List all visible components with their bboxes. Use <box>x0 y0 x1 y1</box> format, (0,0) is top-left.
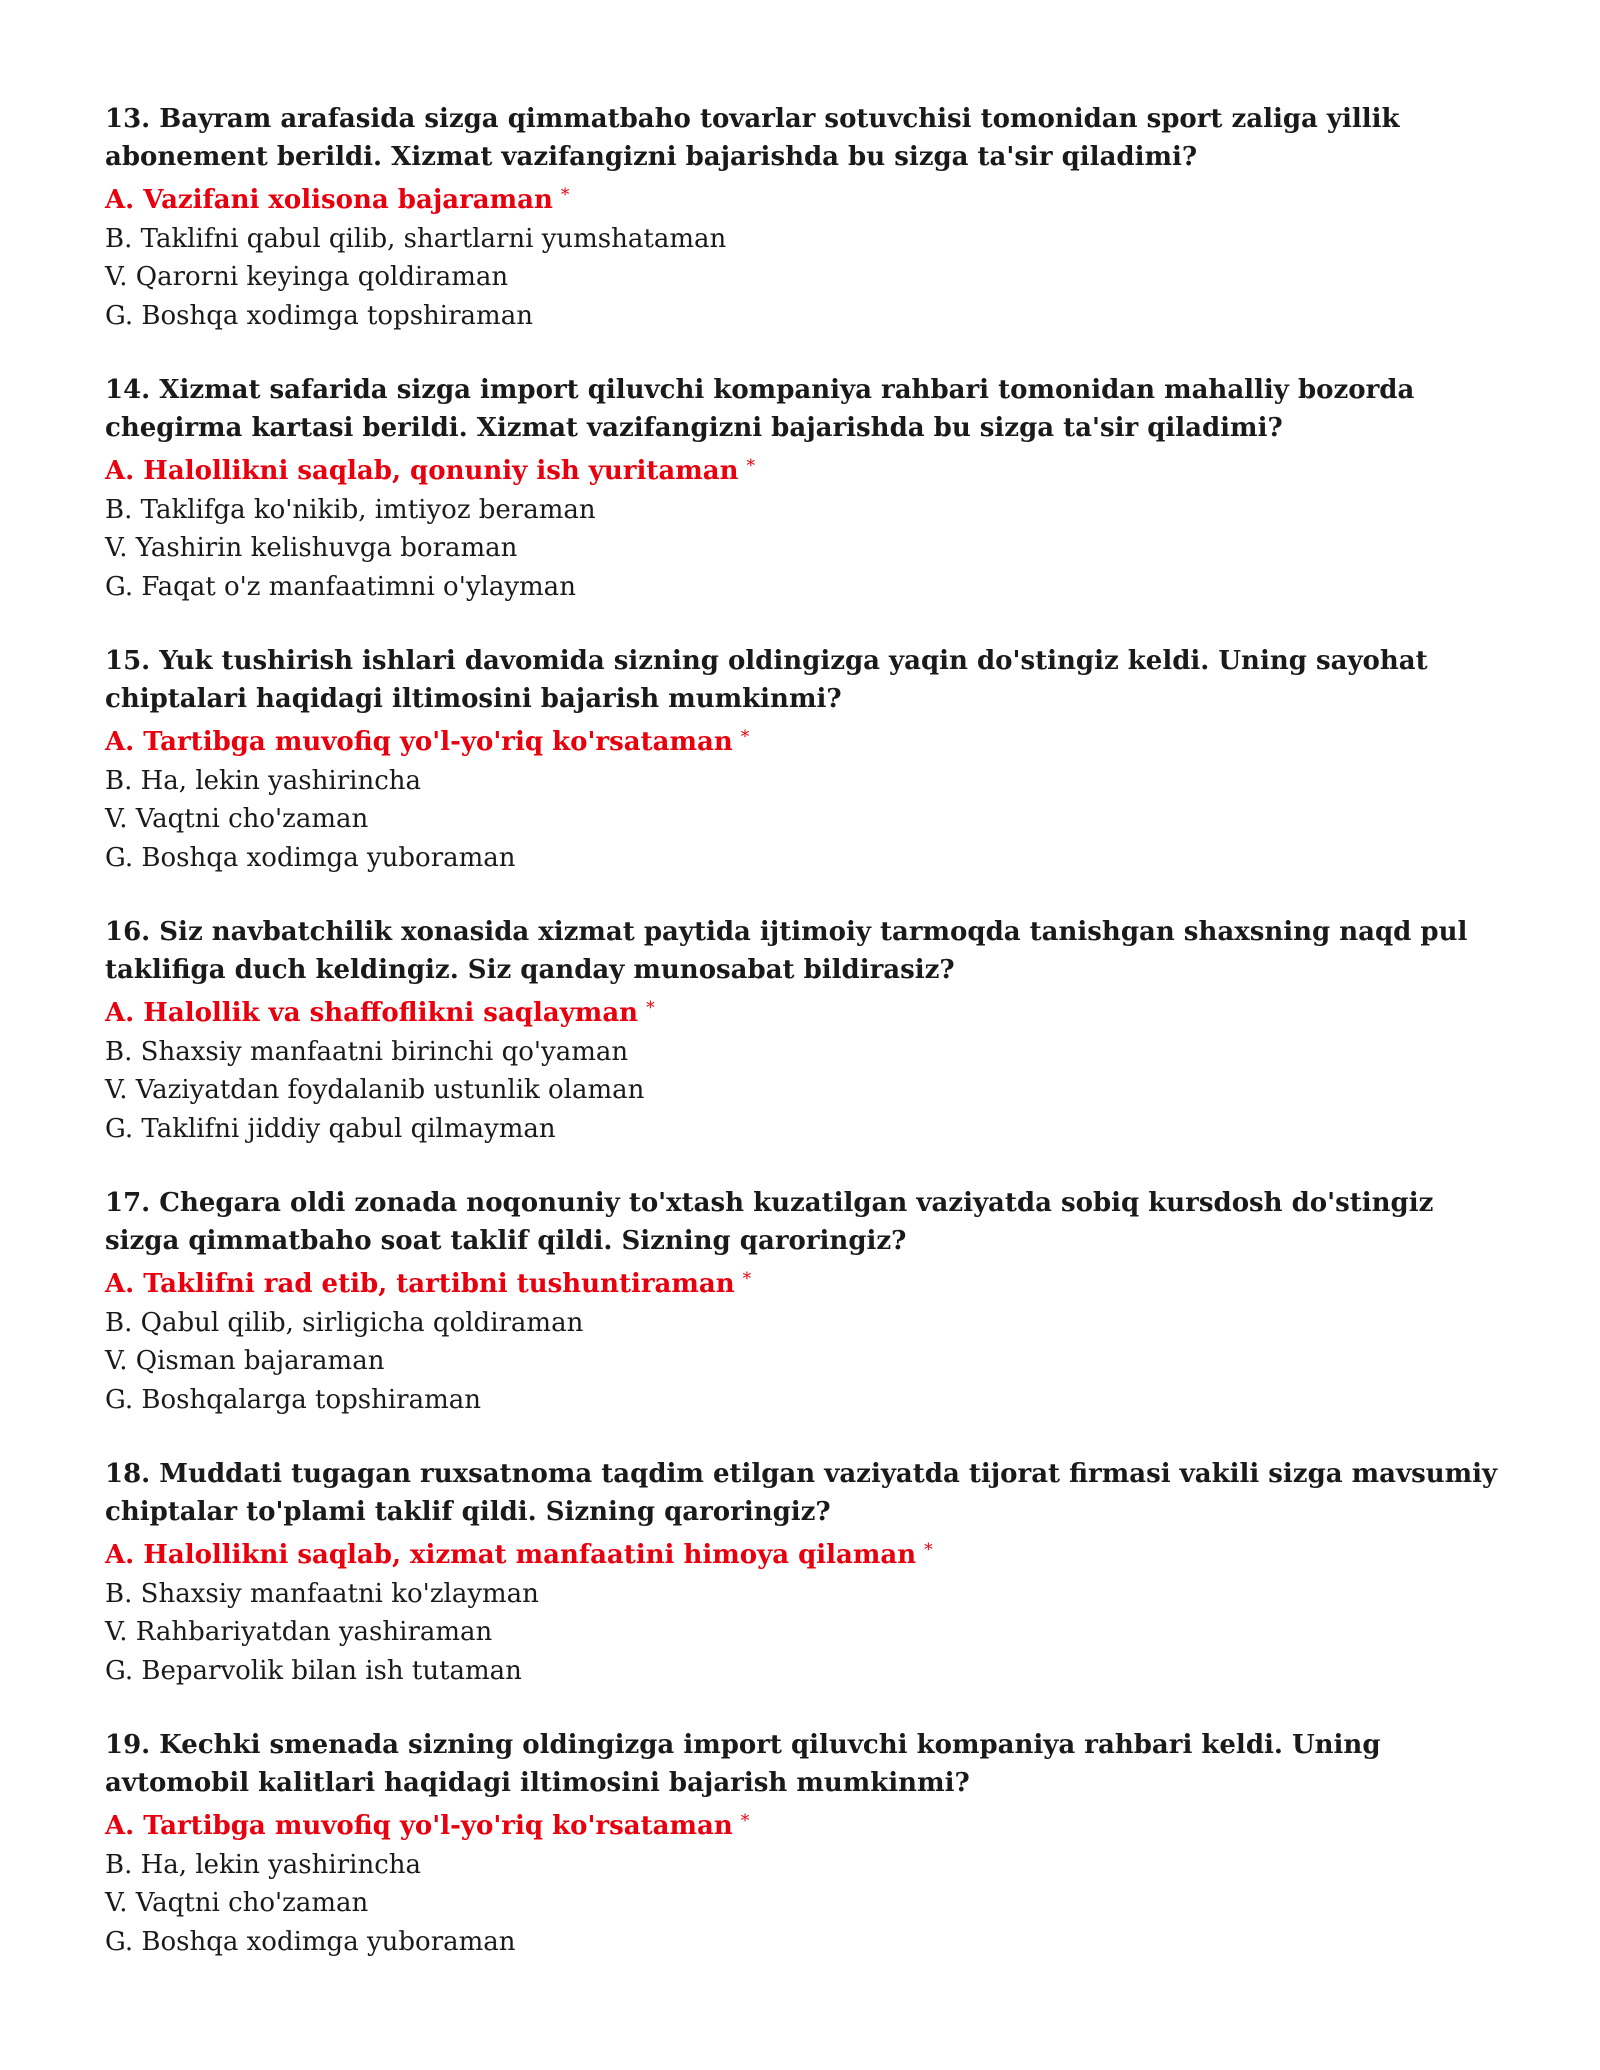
correct-answer <box>105 1802 1505 1846</box>
correct-answer <box>105 1531 1505 1575</box>
correct-answer <box>105 176 1505 220</box>
answer-option: V. Qarorni keyinga qoldiraman <box>105 262 509 292</box>
answer-option: B. Taklifni qabul qilib, shartlarni yumshataman <box>105 223 727 254</box>
question-block <box>105 642 1505 913</box>
correct-answer <box>105 718 1505 762</box>
correct-answer-label: A. Halollikni saqlab, qonuniy ish yuritaman <box>105 456 739 486</box>
question-text: 16. Siz navbatchilik xonasida xizmat paytida ijtimoiy tarmoqda tanishgan shaxsning naqd pul taklifiga duch keldingiz. Siz qanday munosabat bildirasiz? <box>105 917 1468 985</box>
correct-marker-icon: * <box>560 185 570 205</box>
correct-answer <box>105 447 1505 491</box>
question-block <box>105 100 1505 371</box>
answer-option: V. Qisman bajaraman <box>105 1346 385 1376</box>
correct-marker-icon: * <box>740 727 750 747</box>
correct-marker-icon: * <box>646 998 655 1018</box>
question-text: 15. Yuk tushirish ishlari davomida sizning oldingizga yaqin do'stingiz keldi. Uning sayohat chiptalari haqidagi iltimosini bajarish mumkinmi? <box>105 646 1428 714</box>
answer-option: V. Yashirin kelishuvga boraman <box>105 533 518 563</box>
answer-option: V. Rahbariyatdan yashiraman <box>105 1617 493 1647</box>
question-text: 17. Chegara oldi zonada noqonuniy to'xtash kuzatilgan vaziyatda sobiq kursdosh do'stingiz sizga qimmatbaho soat taklif qildi. Sizning qaroringiz? <box>105 1188 1434 1256</box>
correct-marker-icon: * <box>740 1811 750 1831</box>
answer-option: G. Faqat o'z manfaatimni o'ylayman <box>105 571 576 602</box>
correct-answer-label: A. Taklifni rad etib, tartibni tushuntiraman <box>105 1269 735 1299</box>
answer-option: G. Boshqalarga topshiraman <box>105 1384 481 1415</box>
correct-answer <box>105 989 1505 1033</box>
question-text: 18. Muddati tugagan ruxsatnoma taqdim etilgan vaziyatda tijorat firmasi vakili sizga mavsumiy chiptalar to'plami taklif qildi. Sizning qaroringiz? <box>105 1459 1498 1527</box>
correct-answer-label: A. Tartibga muvofiq yo'l-yo'riq ko'rsataman <box>105 727 733 757</box>
answer-option: G. Boshqa xodimga topshiraman <box>105 300 533 331</box>
correct-marker-icon: * <box>924 1540 933 1560</box>
answer-option: B. Shaxsiy manfaatni birinchi qo'yaman <box>105 1036 629 1067</box>
correct-answer-label: A. Vazifani xolisona bajaraman <box>105 185 553 215</box>
correct-answer-label: A. Halollik va shaffoflikni saqlayman <box>105 998 639 1028</box>
question-block <box>105 913 1505 1184</box>
answer-option: G. Taklifni jiddiy qabul qilmayman <box>105 1113 556 1144</box>
answer-option: B. Taklifga ko'nikib, imtiyoz beraman <box>105 494 596 525</box>
answer-option: G. Beparvolik bilan ish tutaman <box>105 1655 522 1686</box>
correct-answer-label: A. Tartibga muvofiq yo'l-yo'riq ko'rsataman <box>105 1811 733 1841</box>
answer-option: V. Vaqtni cho'zaman <box>105 804 369 834</box>
answer-option: V. Vaqtni cho'zaman <box>105 1888 369 1918</box>
question-text: 13. Bayram arafasida sizga qimmatbaho tovarlar sotuvchisi tomonidan sport zaliga yillik abonement berildi. Xizmat vazifangizni bajarishda bu sizga ta'sir qiladimi? <box>105 104 1400 172</box>
question-text: 19. Kechki smenada sizning oldingizga import qiluvchi kompaniya rahbari keldi. Uning avtomobil kalitlari haqidagi iltimosini bajarish mumkinmi? <box>105 1730 1381 1798</box>
answer-option: G. Boshqa xodimga yuboraman <box>105 842 516 873</box>
correct-answer-label: A. Halollikni saqlab, xizmat manfaatini himoya qilaman <box>105 1540 917 1570</box>
answer-option: B. Ha, lekin yashirincha <box>105 765 422 796</box>
question-block <box>105 1184 1505 1455</box>
correct-marker-icon: * <box>742 1269 752 1289</box>
answer-option: V. Vaziyatdan foydalanib ustunlik olaman <box>105 1075 645 1105</box>
answer-option: B. Shaxsiy manfaatni ko'zlayman <box>105 1578 539 1609</box>
answer-option: G. Boshqa xodimga yuboraman <box>105 1926 516 1957</box>
question-block <box>105 371 1505 642</box>
question-block <box>105 1726 1505 1997</box>
answer-option: B. Ha, lekin yashirincha <box>105 1849 422 1880</box>
quiz-page <box>105 100 1505 1997</box>
correct-answer <box>105 1260 1505 1304</box>
answer-option: B. Qabul qilib, sirligicha qoldiraman <box>105 1307 584 1338</box>
correct-marker-icon: * <box>746 456 755 476</box>
question-text: 14. Xizmat safarida sizga import qiluvchi kompaniya rahbari tomonidan mahalliy bozorda chegirma kartasi berildi. Xizmat vazifangizni bajarishda bu sizga ta'sir qiladimi? <box>105 375 1415 443</box>
question-block <box>105 1455 1505 1726</box>
